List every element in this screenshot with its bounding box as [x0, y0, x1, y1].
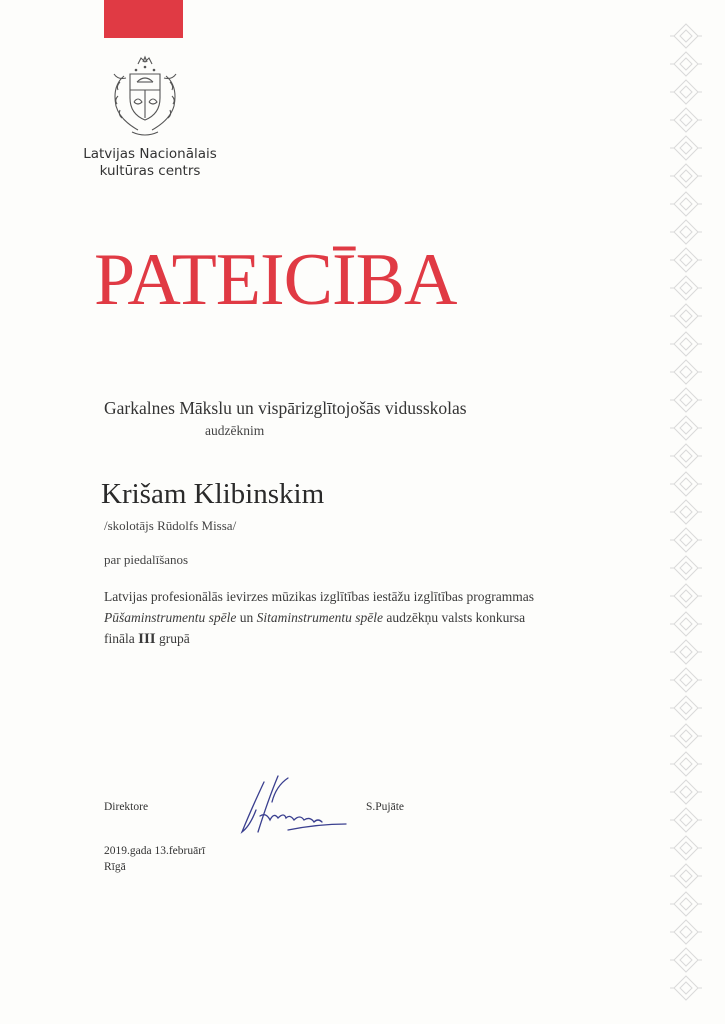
program-name-2: Sitaminstrumentu spēle — [256, 610, 383, 625]
teacher-name: /skolotājs Rūdolfs Missa/ — [104, 518, 237, 533]
award-reason: par piedalīšanos — [104, 552, 189, 567]
group-number: III — [138, 631, 156, 647]
recipient-school: Garkalnes Mākslu un vispārizglītojošās vidusskolas — [104, 398, 467, 418]
handwritten-signature-icon — [238, 772, 350, 840]
description-line3 — [104, 628, 584, 650]
recipient-role: audzēknim — [205, 423, 265, 438]
issue-date — [104, 843, 205, 875]
organization-name-line1: Latvijas Nacionālais — [83, 146, 217, 162]
organization-name-line2: kultūras centrs — [99, 163, 201, 179]
description-join: un — [236, 610, 257, 625]
latvia-coat-of-arms-icon — [100, 52, 190, 142]
recipient-name: Krišam Klibinskim — [101, 478, 325, 510]
award-description — [104, 586, 584, 650]
red-header-tab — [104, 0, 183, 38]
program-name-1: Pūšaminstrumentu spēle — [104, 610, 237, 625]
description-line2-rest: audzēkņu valsts konkursa — [383, 610, 526, 625]
description-line3-end: grupā — [155, 631, 190, 646]
organization-name — [80, 146, 220, 180]
description-line2 — [104, 607, 584, 628]
signatory-name: S.Pujāte — [366, 801, 405, 813]
description-line3-start: fināla — [104, 631, 139, 646]
director-title: Direktore — [104, 801, 149, 813]
description-line1: Latvijas profesionālās ievirzes mūzikas izglītības iestāžu izglītības programmas — [104, 589, 534, 604]
issue-place: Rīgā — [104, 861, 126, 873]
latvian-ornament-border-icon — [668, 20, 704, 1004]
certificate-title: PATEICĪBA — [94, 239, 457, 321]
issue-date-text: 2019.gada 13.februārī — [104, 845, 206, 857]
